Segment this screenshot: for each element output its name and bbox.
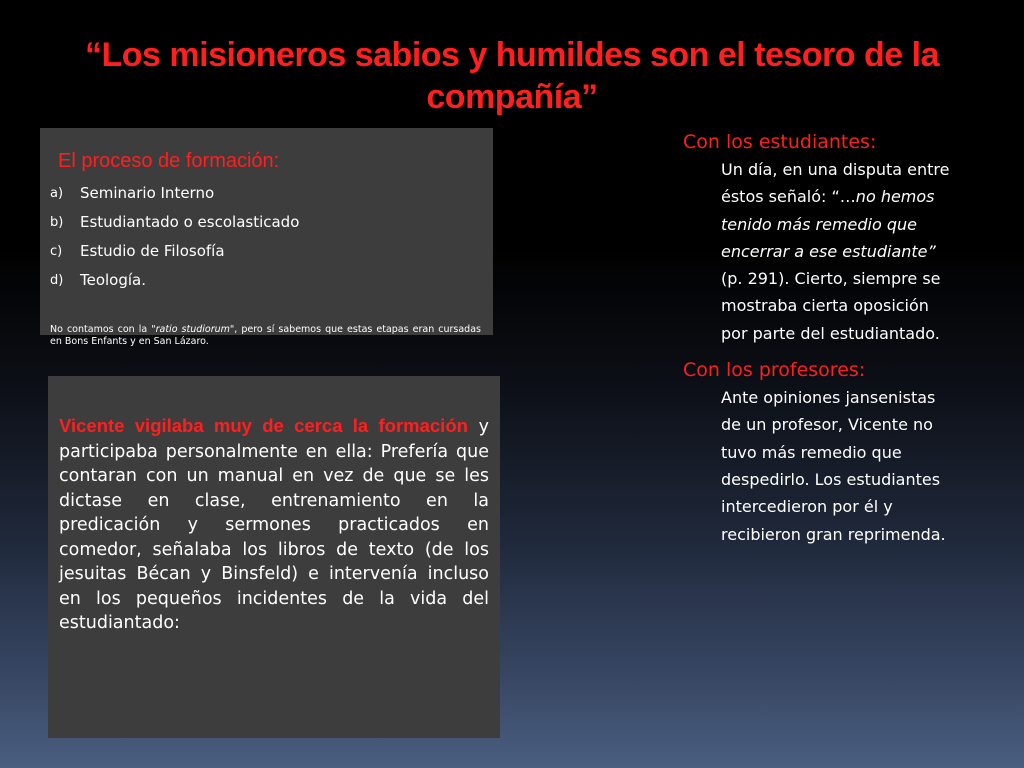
formation-heading: El proceso de formación: (58, 150, 280, 172)
list-item-label: Estudio de Filosofía (80, 242, 225, 260)
footnote-text-start: No contamos con la (50, 324, 152, 335)
vicente-supervision-panel (48, 376, 500, 738)
students-quote: no hemos tenido más remedio que encerrar a ese estudiante” (721, 187, 936, 261)
list-item-label: Teología. (80, 271, 147, 289)
list-marker: b) (50, 215, 64, 230)
vicente-body-text: y participaba personalmente en ella: Prefería que contaran con un manual en vez de que se les dictase en clase, entrenamiento en la predicación y sermones practicados en comedor, señalaba los libros de texto (de los jesuitas Bécan y Binsfeld) e intervenía incluso en los pequeños incidentes de la vida del estudiantado: (59, 417, 490, 633)
formation-footnote (50, 324, 481, 348)
relations-column (683, 128, 983, 548)
vicente-lead-text: Vicente vigilaba muy de cerca la formación (59, 415, 468, 436)
list-item-label: Seminario Interno (80, 184, 215, 202)
list-marker: d) (50, 273, 64, 288)
vicente-paragraph (59, 414, 489, 636)
formation-process-panel (40, 128, 493, 347)
students-heading: Con los estudiantes: (683, 131, 877, 153)
professors-paragraph: Ante opiniones jansenistas de un profesor, Vicente no tuvo más remedio que despedirlo. Los estudiantes intercedieron por él y recibieron gran reprimenda. (721, 388, 946, 544)
students-text-start: Un día, en una disputa entre éstos señaló: “… (721, 160, 950, 207)
professors-heading: Con los profesores: (683, 359, 866, 382)
slide-title: “Los misioneros sabios y humildes son el tesoro de la compañía” (85, 36, 939, 116)
students-paragraph (721, 156, 953, 347)
ratio-studiorum-term: "ratio studiorum" (151, 324, 235, 335)
footnote-text-end: , pero sí sabemos que estas etapas eran cursadas en Bons Enfants y en San Lázaro. (50, 324, 481, 347)
list-marker: a) (50, 186, 64, 201)
list-marker: c) (50, 244, 63, 259)
list-item-label: Estudiantado o escolasticado (80, 213, 300, 231)
students-text-end: (p. 291). Cierto, siempre se mostraba cierta oposición por parte del estudiantado. (721, 269, 941, 343)
section-spacer (683, 347, 983, 356)
